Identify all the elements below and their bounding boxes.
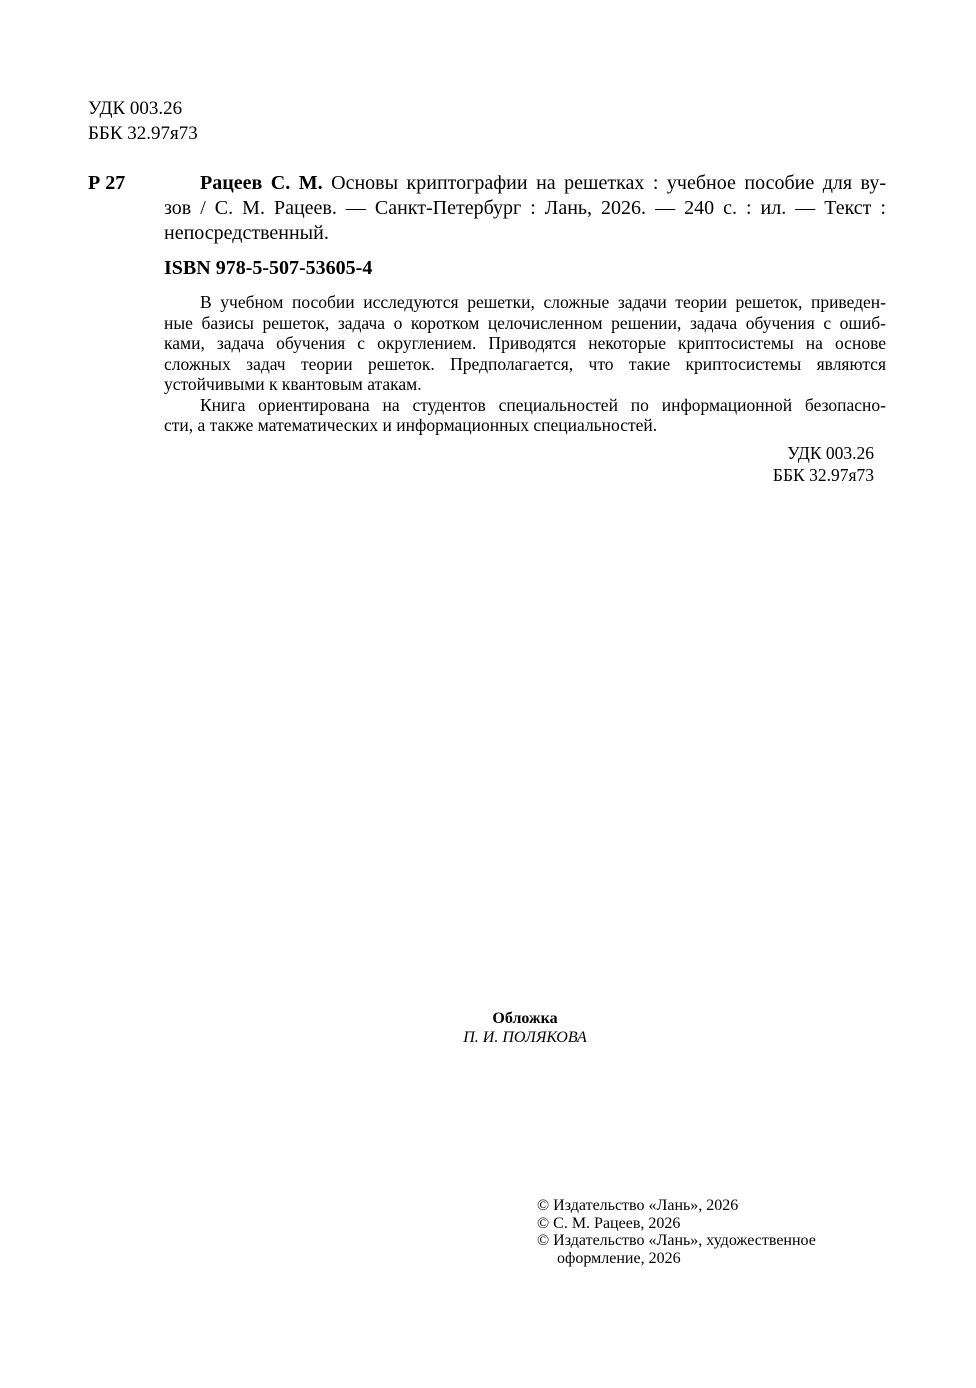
classification-block-right	[700, 442, 874, 486]
annotation	[164, 292, 886, 436]
author-mark: Р 27	[88, 172, 126, 194]
annotation-line: ные базисы решеток, задача о коротком целочисленном решении, задача обучения с ошиб-	[164, 312, 886, 333]
annotation-paragraph-1	[164, 292, 886, 395]
copyright-author: © С. М. Рацеев, 2026	[537, 1214, 681, 1232]
copyright-design: © Издательство «Лань», художественное	[537, 1232, 816, 1249]
udk-code-right: УДК 003.26	[787, 443, 874, 463]
biblio-line-3: непосредственный.	[164, 222, 329, 244]
annotation-line: Книга ориентирована на студентов специальностей по информационной безопасно-	[200, 394, 886, 415]
annotation-line: устойчивыми к квантовым атакам.	[164, 374, 422, 394]
udk-code: УДК 003.26	[88, 98, 183, 119]
annotation-line: В учебном пособии исследуются решетки, сложные задачи теории решеток, приведен-	[200, 292, 886, 312]
cover-label: Обложка	[492, 1010, 558, 1027]
annotation-paragraph-2	[164, 395, 886, 436]
bbk-code: ББК 32.97я73	[88, 123, 198, 144]
classification-block	[88, 96, 198, 146]
bbk-code-right: ББК 32.97я73	[772, 465, 874, 485]
cover-designer: П. И. ПОЛЯКОВА	[463, 1029, 587, 1046]
copyright-design-continued: оформление, 2026	[557, 1249, 681, 1267]
biblio-line-1	[164, 171, 886, 196]
copyright-publisher: © Издательство «Лань», 2026	[537, 1197, 739, 1214]
isbn: ISBN 978-5-507-53605-4	[164, 257, 373, 279]
bibliographic-record	[164, 171, 886, 246]
annotation-line: ками, задача обучения с округлением. Приводятся некоторые криптосистемы на основе	[164, 333, 886, 353]
biblio-author: Рацеев С. М.	[200, 172, 323, 194]
annotation-line: сти, а также математических и информационных специальностей.	[164, 415, 658, 435]
copyright-block	[537, 1197, 897, 1267]
annotation-line: сложных задач теории решеток. Предполагается, что такие криптосистемы являются	[164, 353, 886, 374]
biblio-line-2: зов / С. М. Рацеев. — Санкт-Петербург : Лань, 2026. — 240 с. : ил. — Текст :	[164, 197, 886, 219]
biblio-title: Основы криптографии на решетках : учебное пособие для ву-	[322, 172, 886, 194]
cover-credit	[400, 1009, 650, 1047]
